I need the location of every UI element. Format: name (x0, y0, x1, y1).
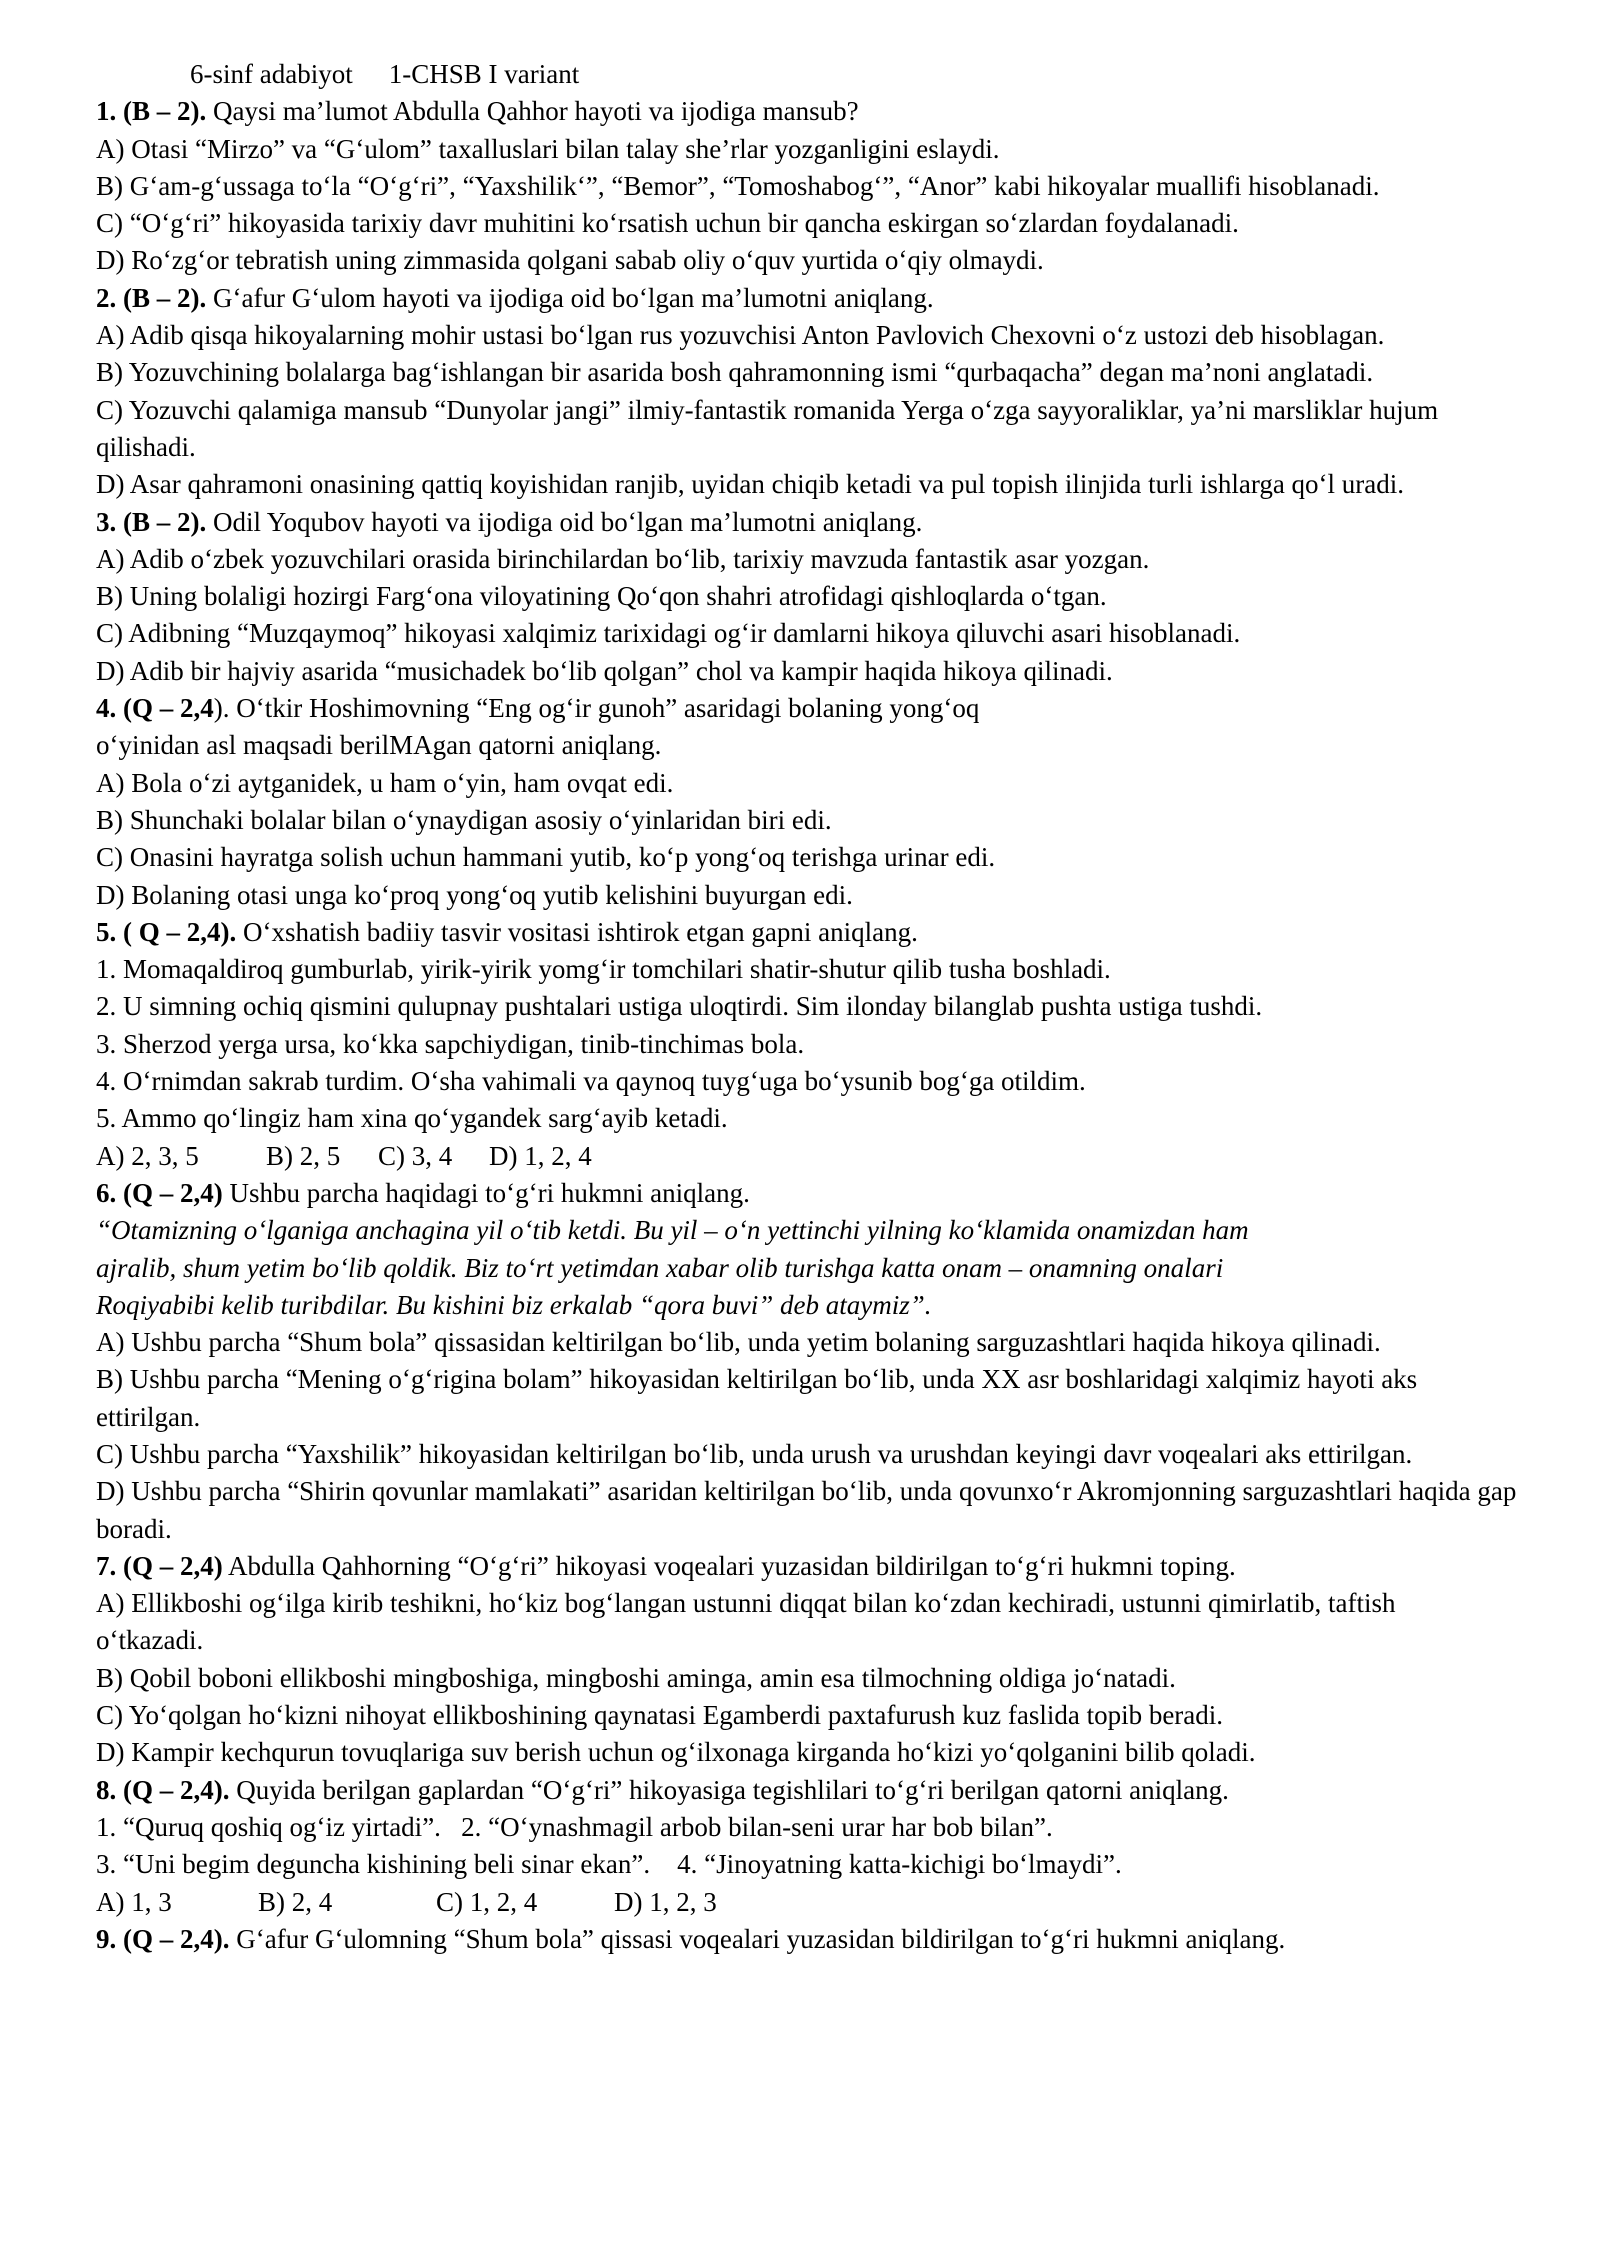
option-b: B) 2, 5 (266, 1140, 341, 1171)
question-text: G‘afur G‘ulom hayoti va ijodiga oid bo‘lgan ma’lumotni aniqlang. (206, 282, 934, 313)
question-number: 2. (B – 2). (96, 282, 207, 313)
question-number: 4. (Q – 2,4 (96, 693, 214, 724)
question-8 (96, 1772, 1536, 1809)
option-a: A) 1, 3 (96, 1886, 172, 1917)
document-page (96, 56, 1536, 1958)
statement-3: 3. Sherzod yerga ursa, ko‘kka sapchiydigan, tinib-tinchimas bola. (96, 1028, 805, 1059)
option-d: D) Ro‘zg‘or tebratish uning zimmasida qolgani sabab oliy o‘quv yurtida o‘qiy olmaydi. (96, 245, 1044, 276)
option-c: C) 3, 4 (378, 1140, 453, 1171)
statements-1-2: 1. “Quruq qoshiq og‘iz yirtadi”. 2. “O‘ynashmagil arbob bilan-seni urar har bob bilan”. (96, 1811, 1053, 1842)
option-d: D) Adib bir hajviy asarida “musichadek bo‘lib qolgan” chol va kampir haqida hikoya qilinadi. (96, 655, 1113, 686)
question-number: 6. (Q – 2,4) (96, 1177, 223, 1208)
option-d: D) Ushbu parcha “Shirin qovunlar mamlakati” asaridan keltirilgan bo‘lib, unda qovunxo‘r Akromjonning sarguzashtlari haqida gap boradi. (96, 1476, 1517, 1544)
question-text: Abdulla Qahhorning “O‘g‘ri” hikoyasi voqealari yuzasidan bildirilgan to‘g‘ri hukmni toping. (222, 1550, 1236, 1581)
option-d: D) Asar qahramoni onasining qattiq koyishidan ranjib, uyidan chiqib ketadi va pul topish ilinjida turli ishlarga qo‘l uradi. (96, 469, 1405, 500)
question-3 (96, 504, 1536, 541)
question-text-continued: o‘yinidan asl maqsadi berilMAgan qatorni aniqlang. (96, 730, 662, 761)
option-d: D) 1, 2, 4 (489, 1140, 592, 1171)
answer-options (96, 1884, 1536, 1921)
option-a: A) Ellikboshi og‘ilga kirib teshikni, ho‘kiz bog‘langan ustunni diqqat bilan ko‘zdan kechiradi, ustunni qimirlatib, taftish o‘tkazadi. (96, 1588, 1396, 1656)
option-c: C) Ushbu parcha “Yaxshilik” hikoyasidan keltirilgan bo‘lib, unda urush va urushdan keyingi davr voqealari aks ettirilgan. (96, 1438, 1413, 1469)
statement-4: 4. O‘rnimdan sakrab turdim. O‘sha vahimali va qaynoq tuyg‘uga bo‘ysunib bog‘ga otildim. (96, 1066, 1086, 1097)
statement-5: 5. Ammo qo‘lingiz ham xina qo‘ygandek sarg‘ayib ketadi. (96, 1103, 728, 1134)
header-test: 1-CHSB I variant (388, 59, 580, 89)
option-d: D) Kampir kechqurun tovuqlariga suv berish uchun og‘ilxonaga kirganda ho‘kizi yo‘qolganini bilib qoladi. (96, 1737, 1256, 1768)
question-text: Ushbu parcha haqidagi to‘g‘ri hukmni aniqlang. (222, 1177, 750, 1208)
document-header (96, 56, 1536, 93)
quote-line: Roqiyabibi kelib turibdilar. Bu kishini biz erkalab “qora buvi” deb ataymiz”. (96, 1289, 932, 1320)
question-number: 3. (B – 2). (96, 506, 207, 537)
question-9 (96, 1921, 1536, 1958)
option-a: A) Ushbu parcha “Shum bola” qissasidan keltirilgan bo‘lib, unda yetim bolaning sarguzashtlari haqida hikoya qilinadi. (96, 1327, 1381, 1358)
quote-line: ajralib, shum yetim bo‘lib qoldik. Biz to‘rt yetimdan xabar olib turishga katta onam – onamning onalari (96, 1252, 1224, 1283)
statement-2: 2. U simning ochiq qismini qulupnay pushtalari ustiga uloqtirdi. Sim ilonday bilanglab pushta ustiga tushdi. (96, 991, 1263, 1022)
question-number: 7. (Q – 2,4) (96, 1550, 223, 1581)
question-number: 5. ( Q – 2,4). (96, 916, 237, 947)
option-c: C) Yozuvchi qalamiga mansub “Dunyolar jangi” ilmiy-fantastik romanida Yerga o‘zga sayyoraliklar, ya’ni marsliklar hujum qilishadi. (96, 394, 1439, 462)
question-text: Qaysi ma’lumot Abdulla Qahhor hayoti va ijodiga mansub? (206, 96, 859, 127)
option-d: D) 1, 2, 3 (614, 1886, 717, 1917)
option-a: A) Otasi “Mirzo” va “G‘ulom” taxalluslari bilan talay she’rlar yozganligini eslaydi. (96, 133, 1000, 164)
question-2 (96, 280, 1536, 317)
question-number: 9. (Q – 2,4). (96, 1923, 230, 1954)
option-b: B) G‘am-g‘ussaga to‘la “O‘g‘ri”, “Yaxshilik‘”, “Bemor”, “Tomoshabog‘”, “Anor” kabi hikoyalar muallifi hisoblanadi. (96, 170, 1380, 201)
option-c: C) Yo‘qolgan ho‘kizni nihoyat ellikboshining qaynatasi Egamberdi paxtafurush kuz faslida topib beradi. (96, 1700, 1224, 1731)
option-a: A) 2, 3, 5 (96, 1140, 199, 1171)
option-a: A) Adib qisqa hikoyalarning mohir ustasi bo‘lgan rus yozuvchisi Anton Pavlovich Chexovni o‘z ustozi deb hisoblagan. (96, 320, 1385, 351)
question-text: Odil Yoqubov hayoti va ijodiga oid bo‘lgan ma’lumotni aniqlang. (206, 506, 923, 537)
question-text: ). O‘tkir Hoshimovning “Eng og‘ir gunoh” asaridagi bolaning yong‘oq (213, 693, 980, 724)
option-c: C) Onasini hayratga solish uchun hammani yutib, ko‘p yong‘oq terishga urinar edi. (96, 842, 996, 873)
question-number: 8. (Q – 2,4). (96, 1774, 230, 1805)
question-text: Quyida berilgan gaplardan “O‘g‘ri” hikoyasiga tegishlilari to‘g‘ri berilgan qatorni aniqlang. (229, 1774, 1229, 1805)
question-5 (96, 914, 1536, 951)
option-b: B) Yozuvchining bolalarga bag‘ishlangan bir asarida bosh qahramonning ismi “qurbaqacha” degan ma’noni anglatadi. (96, 357, 1374, 388)
option-c: C) Adibning “Muzqaymoq” hikoyasi xalqimiz tarixidagi og‘ir damlarni hikoya qiluvchi asari hisoblanadi. (96, 618, 1241, 649)
question-text: G‘afur G‘ulomning “Shum bola” qissasi voqealari yuzasidan bildirilgan to‘g‘ri hukmni aniqlang. (229, 1923, 1286, 1954)
option-c: C) 1, 2, 4 (436, 1886, 538, 1917)
quote-line: “Otamizning o‘lganiga anchagina yil o‘tib ketdi. Bu yil – o‘n yettinchi yilning ko‘klamida onamizdan ham (96, 1215, 1249, 1246)
question-1 (96, 93, 1536, 130)
option-b: B) Ushbu parcha “Mening o‘g‘rigina bolam” hikoyasidan keltirilgan bo‘lib, unda XX asr boshlaridagi xalqimiz hayoti aks ettirilgan. (96, 1364, 1418, 1432)
question-number: 1. (B – 2). (96, 96, 207, 127)
option-c: C) “O‘g‘ri” hikoyasida tarixiy davr muhitini ko‘rsatish uchun bir qancha eskirgan so‘zlardan foydalanadi. (96, 208, 1239, 239)
question-6 (96, 1175, 1536, 1212)
header-subject: 6-sinf adabiyot (190, 59, 353, 89)
question-4 (96, 690, 1536, 727)
question-text: O‘xshatish badiiy tasvir vositasi ishtirok etgan gapni aniqlang. (236, 916, 918, 947)
statements-3-4: 3. “Uni begim deguncha kishining beli sinar ekan”. 4. “Jinoyatning katta-kichigi bo‘lmaydi”. (96, 1849, 1122, 1880)
question-7 (96, 1548, 1536, 1585)
option-d: D) Bolaning otasi unga ko‘proq yong‘oq yutib kelishini buyurgan edi. (96, 879, 853, 910)
option-b: B) 2, 4 (258, 1886, 333, 1917)
option-a: A) Bola o‘zi aytganidek, u ham o‘yin, ham ovqat edi. (96, 767, 674, 798)
answer-options (96, 1138, 1536, 1175)
statement-1: 1. Momaqaldiroq gumburlab, yirik-yirik yomg‘ir tomchilari shatir-shutur qilib tusha boshladi. (96, 954, 1111, 985)
option-b: B) Uning bolaligi hozirgi Farg‘ona viloyatining Qo‘qon shahri atrofidagi qishloqlarda o‘tgan. (96, 581, 1107, 612)
option-b: B) Shunchaki bolalar bilan o‘ynaydigan asosiy o‘yinlaridan biri edi. (96, 804, 832, 835)
option-a: A) Adib o‘zbek yozuvchilari orasida birinchilardan bo‘lib, tarixiy mavzuda fantastik asar yozgan. (96, 543, 1150, 574)
option-b: B) Qobil boboni ellikboshi mingboshiga, mingboshi aminga, amin esa tilmochning oldiga jo‘natadi. (96, 1662, 1176, 1693)
